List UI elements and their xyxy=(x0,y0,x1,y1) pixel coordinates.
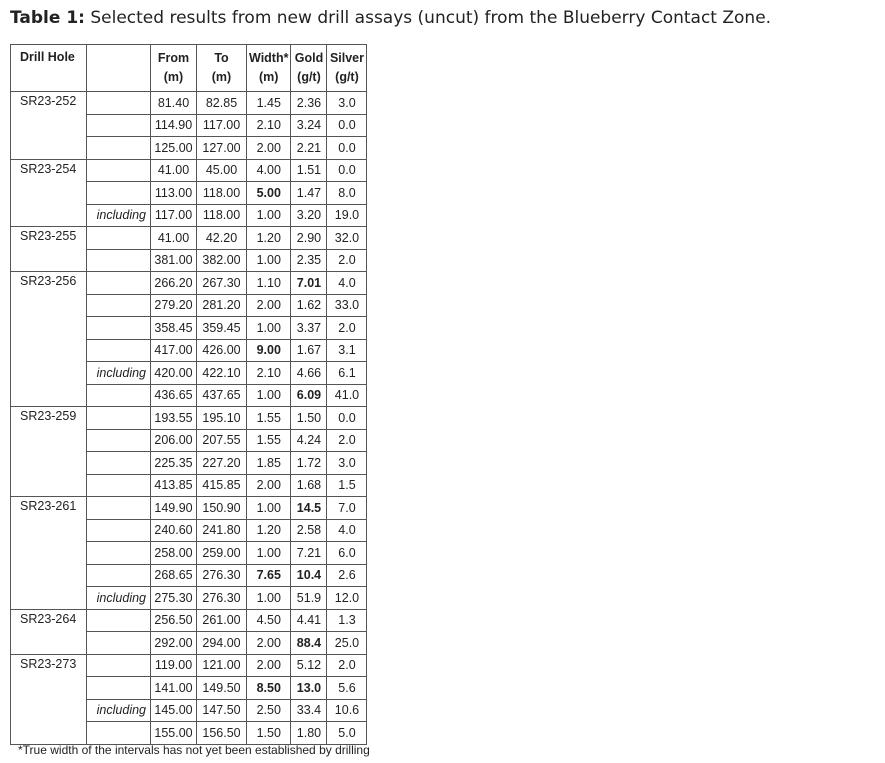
from-cell: 292.00 xyxy=(151,632,197,655)
table-row xyxy=(11,407,367,430)
width-cell: 4.00 xyxy=(247,159,291,182)
width-cell: 1.50 xyxy=(247,722,291,745)
gold-cell: 1.50 xyxy=(291,407,327,430)
qualifier-cell xyxy=(87,542,151,565)
qualifier-cell xyxy=(87,317,151,340)
to-cell: 276.30 xyxy=(197,587,247,610)
gold-cell: 1.80 xyxy=(291,722,327,745)
table-caption xyxy=(10,8,771,28)
silver-cell: 6.0 xyxy=(327,542,367,565)
to-cell: 415.85 xyxy=(197,474,247,497)
qualifier-cell xyxy=(87,677,151,700)
gold-cell: 4.41 xyxy=(291,609,327,632)
qualifier-cell xyxy=(87,609,151,632)
caption-label: Table 1: xyxy=(10,8,85,28)
drill-hole-id: SR23-259 xyxy=(11,407,87,497)
silver-cell: 3.1 xyxy=(327,339,367,362)
gold-cell: 14.5 xyxy=(291,497,327,520)
qualifier-cell xyxy=(87,249,151,272)
qualifier-cell xyxy=(87,474,151,497)
width-cell: 2.00 xyxy=(247,632,291,655)
width-cell: 1.00 xyxy=(247,542,291,565)
table-body xyxy=(11,92,367,745)
from-cell: 420.00 xyxy=(151,362,197,385)
gold-cell: 2.58 xyxy=(291,519,327,542)
qualifier-cell xyxy=(87,227,151,250)
from-cell: 41.00 xyxy=(151,159,197,182)
to-cell: 276.30 xyxy=(197,564,247,587)
to-cell: 118.00 xyxy=(197,182,247,205)
from-cell: 114.90 xyxy=(151,114,197,137)
silver-cell: 2.6 xyxy=(327,564,367,587)
from-cell: 81.40 xyxy=(151,92,197,115)
table-row xyxy=(11,272,367,295)
from-cell: 381.00 xyxy=(151,249,197,272)
silver-cell: 7.0 xyxy=(327,497,367,520)
width-cell: 2.00 xyxy=(247,137,291,160)
table-footnote: *True width of the intervals has not yet been established by drilling xyxy=(18,743,370,757)
gold-cell: 4.24 xyxy=(291,429,327,452)
header-drill-hole: Drill Hole xyxy=(11,45,87,92)
drill-hole-id: SR23-252 xyxy=(11,92,87,160)
drill-hole-id: SR23-273 xyxy=(11,654,87,744)
header-qualifier xyxy=(87,45,151,92)
gold-cell: 3.37 xyxy=(291,317,327,340)
gold-cell: 5.12 xyxy=(291,654,327,677)
width-cell: 1.55 xyxy=(247,407,291,430)
from-cell: 240.60 xyxy=(151,519,197,542)
header-silver: Silver (g/t) xyxy=(327,45,367,92)
from-cell: 119.00 xyxy=(151,654,197,677)
header-to: To (m) xyxy=(197,45,247,92)
from-cell: 113.00 xyxy=(151,182,197,205)
gold-cell: 7.21 xyxy=(291,542,327,565)
qualifier-cell xyxy=(87,114,151,137)
silver-cell: 33.0 xyxy=(327,294,367,317)
to-cell: 42.20 xyxy=(197,227,247,250)
to-cell: 118.00 xyxy=(197,204,247,227)
to-cell: 195.10 xyxy=(197,407,247,430)
to-cell: 121.00 xyxy=(197,654,247,677)
from-cell: 145.00 xyxy=(151,699,197,722)
to-cell: 82.85 xyxy=(197,92,247,115)
header-row xyxy=(11,45,367,92)
drill-hole-id: SR23-264 xyxy=(11,609,87,654)
qualifier-cell xyxy=(87,92,151,115)
to-cell: 259.00 xyxy=(197,542,247,565)
silver-cell: 8.0 xyxy=(327,182,367,205)
silver-cell: 2.0 xyxy=(327,429,367,452)
from-cell: 41.00 xyxy=(151,227,197,250)
table-row xyxy=(11,609,367,632)
from-cell: 117.00 xyxy=(151,204,197,227)
silver-cell: 4.0 xyxy=(327,519,367,542)
width-cell: 2.10 xyxy=(247,362,291,385)
width-cell: 1.00 xyxy=(247,249,291,272)
to-cell: 437.65 xyxy=(197,384,247,407)
to-cell: 382.00 xyxy=(197,249,247,272)
silver-cell: 19.0 xyxy=(327,204,367,227)
to-cell: 150.90 xyxy=(197,497,247,520)
drill-hole-id: SR23-255 xyxy=(11,227,87,272)
qualifier-cell xyxy=(87,294,151,317)
gold-cell: 51.9 xyxy=(291,587,327,610)
to-cell: 261.00 xyxy=(197,609,247,632)
qualifier-cell xyxy=(87,407,151,430)
qualifier-cell xyxy=(87,564,151,587)
from-cell: 193.55 xyxy=(151,407,197,430)
table-row xyxy=(11,497,367,520)
silver-cell: 4.0 xyxy=(327,272,367,295)
gold-cell: 2.90 xyxy=(291,227,327,250)
qualifier-cell xyxy=(87,632,151,655)
width-cell: 2.00 xyxy=(247,654,291,677)
qualifier-cell xyxy=(87,722,151,745)
gold-cell: 1.51 xyxy=(291,159,327,182)
from-cell: 206.00 xyxy=(151,429,197,452)
qualifier-cell xyxy=(87,429,151,452)
gold-cell: 13.0 xyxy=(291,677,327,700)
width-cell: 1.00 xyxy=(247,317,291,340)
header-from: From (m) xyxy=(151,45,197,92)
gold-cell: 1.67 xyxy=(291,339,327,362)
gold-cell: 4.66 xyxy=(291,362,327,385)
gold-cell: 1.62 xyxy=(291,294,327,317)
gold-cell: 88.4 xyxy=(291,632,327,655)
gold-cell: 3.20 xyxy=(291,204,327,227)
silver-cell: 0.0 xyxy=(327,159,367,182)
to-cell: 117.00 xyxy=(197,114,247,137)
drill-hole-id: SR23-256 xyxy=(11,272,87,407)
gold-cell: 2.21 xyxy=(291,137,327,160)
width-cell: 1.00 xyxy=(247,497,291,520)
from-cell: 258.00 xyxy=(151,542,197,565)
silver-cell: 0.0 xyxy=(327,137,367,160)
to-cell: 359.45 xyxy=(197,317,247,340)
to-cell: 147.50 xyxy=(197,699,247,722)
to-cell: 422.10 xyxy=(197,362,247,385)
width-cell: 8.50 xyxy=(247,677,291,700)
qualifier-cell xyxy=(87,654,151,677)
from-cell: 125.00 xyxy=(151,137,197,160)
to-cell: 149.50 xyxy=(197,677,247,700)
from-cell: 256.50 xyxy=(151,609,197,632)
width-cell: 4.50 xyxy=(247,609,291,632)
silver-cell: 1.5 xyxy=(327,474,367,497)
width-cell: 1.45 xyxy=(247,92,291,115)
width-cell: 9.00 xyxy=(247,339,291,362)
silver-cell: 3.0 xyxy=(327,452,367,475)
from-cell: 436.65 xyxy=(151,384,197,407)
from-cell: 275.30 xyxy=(151,587,197,610)
width-cell: 1.00 xyxy=(247,384,291,407)
width-cell: 5.00 xyxy=(247,182,291,205)
width-cell: 1.10 xyxy=(247,272,291,295)
gold-cell: 1.68 xyxy=(291,474,327,497)
silver-cell: 32.0 xyxy=(327,227,367,250)
width-cell: 1.85 xyxy=(247,452,291,475)
to-cell: 281.20 xyxy=(197,294,247,317)
table-row xyxy=(11,227,367,250)
width-cell: 2.50 xyxy=(247,699,291,722)
gold-cell: 7.01 xyxy=(291,272,327,295)
caption-text: Selected results from new drill assays (uncut) from the Blueberry Contact Zone. xyxy=(90,8,772,28)
silver-cell: 2.0 xyxy=(327,249,367,272)
silver-cell: 1.3 xyxy=(327,609,367,632)
width-cell: 2.10 xyxy=(247,114,291,137)
gold-cell: 10.4 xyxy=(291,564,327,587)
gold-cell: 3.24 xyxy=(291,114,327,137)
to-cell: 207.55 xyxy=(197,429,247,452)
qualifier-cell xyxy=(87,452,151,475)
qualifier-cell: including xyxy=(87,204,151,227)
drill-hole-id: SR23-254 xyxy=(11,159,87,227)
silver-cell: 12.0 xyxy=(327,587,367,610)
qualifier-cell: including xyxy=(87,699,151,722)
width-cell: 7.65 xyxy=(247,564,291,587)
to-cell: 241.80 xyxy=(197,519,247,542)
from-cell: 266.20 xyxy=(151,272,197,295)
gold-cell: 6.09 xyxy=(291,384,327,407)
silver-cell: 0.0 xyxy=(327,114,367,137)
to-cell: 294.00 xyxy=(197,632,247,655)
qualifier-cell: including xyxy=(87,587,151,610)
gold-cell: 1.47 xyxy=(291,182,327,205)
from-cell: 279.20 xyxy=(151,294,197,317)
table-row xyxy=(11,159,367,182)
silver-cell: 5.0 xyxy=(327,722,367,745)
qualifier-cell xyxy=(87,497,151,520)
drill-hole-id: SR23-261 xyxy=(11,497,87,610)
header-width: Width* (m) xyxy=(247,45,291,92)
width-cell: 1.20 xyxy=(247,227,291,250)
silver-cell: 3.0 xyxy=(327,92,367,115)
silver-cell: 6.1 xyxy=(327,362,367,385)
silver-cell: 5.6 xyxy=(327,677,367,700)
qualifier-cell xyxy=(87,519,151,542)
width-cell: 1.20 xyxy=(247,519,291,542)
from-cell: 417.00 xyxy=(151,339,197,362)
qualifier-cell xyxy=(87,182,151,205)
qualifier-cell xyxy=(87,159,151,182)
gold-cell: 2.36 xyxy=(291,92,327,115)
to-cell: 127.00 xyxy=(197,137,247,160)
width-cell: 1.00 xyxy=(247,587,291,610)
from-cell: 149.90 xyxy=(151,497,197,520)
silver-cell: 0.0 xyxy=(327,407,367,430)
width-cell: 2.00 xyxy=(247,474,291,497)
qualifier-cell: including xyxy=(87,362,151,385)
to-cell: 45.00 xyxy=(197,159,247,182)
silver-cell: 2.0 xyxy=(327,317,367,340)
to-cell: 426.00 xyxy=(197,339,247,362)
to-cell: 156.50 xyxy=(197,722,247,745)
silver-cell: 2.0 xyxy=(327,654,367,677)
silver-cell: 41.0 xyxy=(327,384,367,407)
to-cell: 227.20 xyxy=(197,452,247,475)
from-cell: 268.65 xyxy=(151,564,197,587)
gold-cell: 2.35 xyxy=(291,249,327,272)
width-cell: 1.55 xyxy=(247,429,291,452)
from-cell: 225.35 xyxy=(151,452,197,475)
qualifier-cell xyxy=(87,272,151,295)
drill-assay-table xyxy=(10,44,367,745)
from-cell: 155.00 xyxy=(151,722,197,745)
header-gold: Gold (g/t) xyxy=(291,45,327,92)
from-cell: 358.45 xyxy=(151,317,197,340)
from-cell: 413.85 xyxy=(151,474,197,497)
table-row xyxy=(11,92,367,115)
to-cell: 267.30 xyxy=(197,272,247,295)
width-cell: 2.00 xyxy=(247,294,291,317)
qualifier-cell xyxy=(87,339,151,362)
silver-cell: 10.6 xyxy=(327,699,367,722)
width-cell: 1.00 xyxy=(247,204,291,227)
silver-cell: 25.0 xyxy=(327,632,367,655)
qualifier-cell xyxy=(87,384,151,407)
from-cell: 141.00 xyxy=(151,677,197,700)
gold-cell: 33.4 xyxy=(291,699,327,722)
gold-cell: 1.72 xyxy=(291,452,327,475)
qualifier-cell xyxy=(87,137,151,160)
table-row xyxy=(11,654,367,677)
